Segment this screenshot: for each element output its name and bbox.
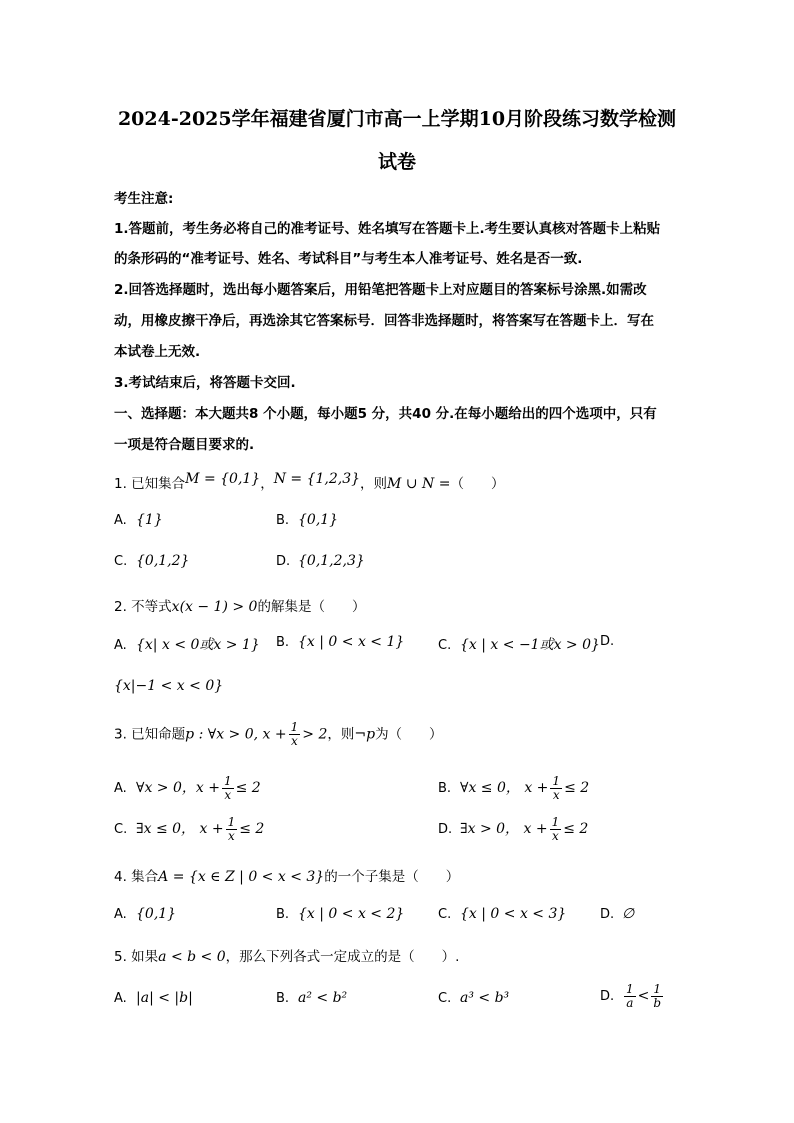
notice-item-3: 3.考试结束后，将答题卡交回. [114, 375, 296, 391]
notice-item-2-cont2: 本试卷上无效. [114, 344, 201, 360]
question-1-stem: 1. 已知集合M = {0,1}，N = {1,2,3}，则M ∪ N =（ ） [114, 471, 505, 492]
q2-option-d: D. [600, 634, 615, 649]
page-title: 2024-2025学年福建省厦门市高一上学期10月阶段练习数学检测 [117, 108, 677, 130]
q3-option-b: B. ∀x ≤ 0， x + $\frac{1}{x}$ ≤ 2 [438, 774, 590, 802]
question-2-stem: 2. 不等式x(x − 1) > 0的解集是（ ） [114, 599, 366, 615]
q1-option-b: B. {0,1} [276, 512, 339, 528]
page-title-cont: 试卷 [377, 151, 416, 173]
q4-option-b: B. {x | 0 < x < 2} [276, 906, 405, 922]
notice-item-2: 2.回答选择题时，选出每小题答案后，用铅笔把答题卡上对应题目的答案标号涂黑.如需改 [114, 282, 647, 298]
q5-option-c: C. a³ < b³ [438, 990, 510, 1006]
q2-option-a: A. {x| x < 0或x > 1} [114, 637, 260, 653]
q4-option-d: D. ∅ [600, 906, 635, 922]
q2-option-c: C. {x | x < −1或x > 0} [438, 637, 600, 653]
q5-option-d: D. $\frac{1}{a}$ < $\frac{1}{b}$ [600, 982, 662, 1010]
q3-option-c: C. ∃x ≤ 0， x + $\frac{1}{x}$ ≤ 2 [114, 815, 265, 843]
q3-option-d: D. ∃x > 0， x + $\frac{1}{x}$ ≤ 2 [438, 815, 589, 843]
q4-option-a: A. {0,1} [114, 906, 177, 922]
q1-option-d: D. {0,1,2,3} [276, 553, 365, 569]
question-5-stem: 5. 如果a < b < 0，那么下列各式一定成立的是（ ）. [114, 949, 460, 965]
q2-option-d-value: {x|−1 < x < 0} [114, 678, 224, 694]
q3-option-a: A. ∀x > 0，x + $\frac{1}{x}$ ≤ 2 [114, 774, 261, 802]
q5-option-b: B. a² < b² [276, 990, 348, 1006]
question-4-stem: 4. 集合A = {x ∈ Z | 0 < x < 3}的一个子集是（ ） [114, 869, 460, 885]
q3-stem-fraction: $\frac{1}{x}$ [290, 720, 299, 748]
section-heading: 一、选择题：本大题共8 个小题，每小题5 分，共40 分.在每小题给出的四个选项中，只有 [114, 406, 657, 422]
notice-item-2-cont: 动，用橡皮擦干净后，再选涂其它答案标号．回答非选择题时，将答案写在答题卡上．写在 [114, 313, 654, 329]
q4-option-c: C. {x | 0 < x < 3} [438, 906, 567, 922]
notice-item-1: 1.答题前，考生务必将自己的准考证号、姓名填写在答题卡上.考生要认真核对答题卡上粘贴 [114, 221, 661, 237]
q1-option-c: C. {0,1,2} [114, 553, 190, 569]
q1-option-a: A. {1} [114, 512, 163, 528]
notice-item-1-cont: 的条形码的“准考证号、姓名、考试科目”与考生本人准考证号、姓名是否一致. [114, 251, 583, 267]
question-3-stem: 3. 已知命题p : ∀x > 0, x + $\frac{1}{x}$ > 2，则¬p为（ ） [114, 720, 443, 748]
q2-option-b: B. {x | 0 < x < 1} [276, 634, 405, 650]
notice-heading: 考生注意: [114, 191, 174, 207]
section-heading-cont: 一项是符合题目要求的. [114, 437, 255, 453]
q5-option-a: A. |a| < |b| [114, 990, 193, 1006]
